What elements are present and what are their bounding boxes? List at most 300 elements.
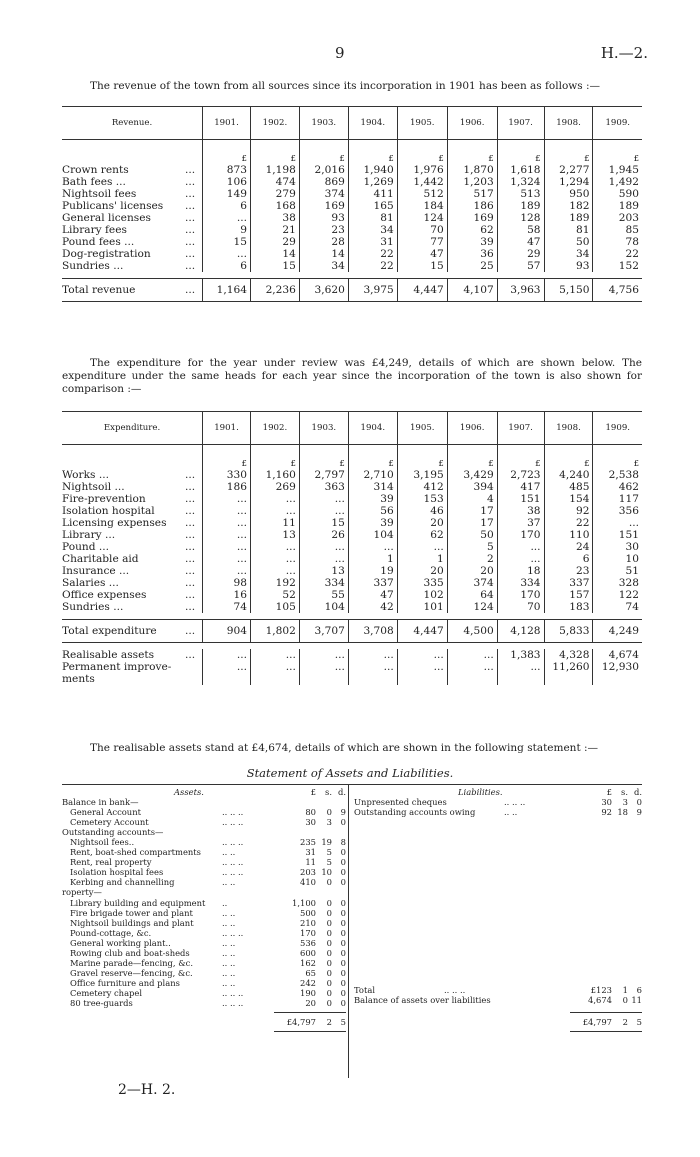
balance-line (354, 995, 491, 1005)
value-cell: ... (203, 493, 251, 505)
value-cell: 2,723 (497, 469, 544, 481)
row-label (62, 284, 199, 296)
value-cell: 11,260 (544, 661, 593, 673)
pence: 0 (340, 817, 346, 828)
year-column-header: 1909. (593, 107, 642, 140)
year-column-header: 1907. (497, 412, 544, 445)
table-row (62, 577, 642, 589)
row-label-text: Total expenditure (62, 625, 157, 637)
value-cell: 93 (299, 212, 348, 224)
row-label-cell (62, 176, 203, 188)
asset-amount (276, 958, 346, 968)
row-label-text: Fire-prevention (62, 493, 146, 505)
value-cell: ... (299, 505, 348, 517)
label-column-header: Revenue. (62, 107, 203, 140)
value-cell: 2 (447, 553, 497, 565)
value-cell: 92 (544, 505, 593, 517)
value-cell: 1,442 (397, 176, 447, 188)
value-cell: 39 (447, 236, 497, 248)
value-cell: 412 (397, 481, 447, 493)
value-cell: ... (348, 661, 397, 673)
row-label-text: Licensing expenses (62, 517, 167, 529)
leader-dots: .. (222, 897, 228, 908)
total-rule (274, 1031, 346, 1032)
table-row (62, 601, 642, 613)
value-cell: 4,128 (497, 620, 544, 643)
statement-of-assets (62, 784, 642, 1085)
table-header-row (62, 412, 642, 445)
row-label-text: Isolation hospital (62, 505, 155, 517)
value-cell: 334 (299, 577, 348, 589)
value-cell (299, 673, 348, 685)
value-cell: 20 (447, 565, 497, 577)
value-cell: 1 (348, 553, 397, 565)
row-label (62, 200, 199, 212)
row-label-text: Nightsoil fees (62, 188, 137, 200)
blank-cell (62, 140, 203, 165)
value-cell: 104 (299, 601, 348, 613)
value-cell (203, 673, 251, 685)
value-cell: 165 (348, 200, 397, 212)
year-column-header: 1908. (544, 412, 593, 445)
value-cell: ... (250, 541, 299, 553)
table-row (62, 224, 642, 236)
pence: 0 (340, 897, 346, 908)
row-label (62, 577, 199, 589)
pounds: 31 (305, 847, 316, 858)
value-cell: ... (250, 661, 299, 673)
table-row (62, 176, 642, 188)
leader-dots: .. .. (222, 847, 236, 858)
liabilities-column (354, 785, 642, 1077)
year-column-header: 1902. (250, 107, 299, 140)
leader-dots: .. .. .. (222, 807, 244, 818)
value-cell: 31 (348, 236, 397, 248)
pounds: 210 (300, 917, 316, 928)
value-cell: 3,195 (397, 469, 447, 481)
value-cell: 36 (447, 248, 497, 260)
table-row (62, 469, 642, 481)
value-cell: 152 (593, 260, 642, 272)
value-cell: 26 (299, 529, 348, 541)
value-cell: ... (348, 649, 397, 661)
value-cell: 4,756 (593, 279, 642, 302)
leader-dots: ... (184, 577, 196, 589)
value-cell: ... (447, 661, 497, 673)
value-cell: 4,240 (544, 469, 593, 481)
row-label-cell (62, 661, 203, 673)
shillings-heading: s. (325, 787, 332, 797)
table-header-row (62, 107, 642, 140)
value-cell: 192 (250, 577, 299, 589)
pence: 9 (340, 807, 346, 818)
value-cell: 117 (593, 493, 642, 505)
value-cell: 334 (497, 577, 544, 589)
total-row (62, 620, 642, 643)
row-label (62, 176, 199, 188)
asset-label: Outstanding accounts— (62, 827, 164, 838)
pence: 5 (636, 1017, 642, 1027)
leader-dots: ... (184, 284, 196, 296)
value-cell: 374 (447, 577, 497, 589)
shillings: 0 (326, 967, 332, 978)
pounds-heading: £ (606, 787, 612, 797)
leader-dots: .. .. .. (222, 987, 244, 998)
liabilities-grand-total (572, 1017, 642, 1027)
value-cell: 4,674 (593, 649, 642, 661)
value-cell: ... (299, 493, 348, 505)
row-label-cell (62, 553, 203, 565)
leader-dots: .. .. (222, 907, 236, 918)
leader-dots: ... (184, 212, 196, 224)
value-cell: 20 (397, 517, 447, 529)
pence: 0 (340, 957, 346, 968)
table-row (62, 188, 642, 200)
year-column-header: 1906. (447, 107, 497, 140)
pounds: 92 (601, 807, 612, 818)
value-cell: 411 (348, 188, 397, 200)
leader-dots: .. .. (222, 937, 236, 948)
value-cell: 22 (348, 248, 397, 260)
table-row (62, 260, 642, 272)
value-cell: 1,203 (447, 176, 497, 188)
leader-dots: ... (184, 517, 196, 529)
value-cell: ... (497, 661, 544, 673)
row-label (62, 224, 199, 236)
value-cell: 104 (348, 529, 397, 541)
value-cell: ... (203, 248, 251, 260)
row-label (62, 565, 199, 577)
value-cell: 186 (203, 481, 251, 493)
asset-line (70, 908, 193, 918)
row-label-text: Nightsoil ... (62, 481, 125, 493)
value-cell: ... (497, 541, 544, 553)
row-label-text: Publicans' licenses (62, 200, 164, 212)
pounds: 1,100 (292, 897, 316, 908)
value-cell: 70 (497, 601, 544, 613)
value-cell: 93 (544, 260, 593, 272)
asset-line (70, 928, 151, 938)
year-column-header: 1907. (497, 107, 544, 140)
assets-column (62, 785, 346, 1077)
table-row (62, 541, 642, 553)
leader-dots: .. .. .. (444, 985, 466, 995)
value-cell: 3,708 (348, 620, 397, 643)
value-cell: 34 (299, 260, 348, 272)
leader-dots: .. .. .. (222, 998, 244, 1008)
table-row (62, 505, 642, 517)
table-row (62, 589, 642, 601)
row-label-cell (62, 248, 203, 260)
table-row (62, 164, 642, 176)
value-cell: 1,294 (544, 176, 593, 188)
row-label-text: Office expenses (62, 589, 147, 601)
shillings: 2 (326, 1017, 332, 1027)
value-cell: 15 (203, 236, 251, 248)
leader-dots: .. .. .. (222, 837, 244, 848)
row-label (62, 673, 199, 685)
row-label-cell (62, 236, 203, 248)
asset-amount (276, 978, 346, 988)
pence: 5 (340, 1017, 346, 1027)
shillings: 5 (326, 847, 332, 858)
value-cell (447, 673, 497, 685)
value-cell: 189 (544, 212, 593, 224)
value-cell: 12,930 (593, 661, 642, 673)
pence: 0 (340, 907, 346, 918)
value-cell: ... (203, 649, 251, 661)
row-label-cell (62, 469, 203, 481)
table-row (62, 212, 642, 224)
asset-label: Rent, real property (70, 857, 152, 868)
value-cell: 58 (497, 224, 544, 236)
shillings: 0 (326, 937, 332, 948)
shillings: 0 (326, 927, 332, 938)
value-cell: 3,963 (497, 279, 544, 302)
asset-amount (276, 938, 346, 948)
total-rule (570, 1012, 642, 1013)
value-cell: 512 (397, 188, 447, 200)
row-label-cell (62, 601, 203, 613)
value-cell: 38 (497, 505, 544, 517)
row-label-text: Sundries ... (62, 601, 124, 613)
pounds: 190 (300, 987, 316, 998)
value-cell: 1,618 (497, 164, 544, 176)
table-row (62, 200, 642, 212)
value-cell: ... (447, 649, 497, 661)
leader-dots: .. .. (222, 967, 236, 978)
row-label (62, 601, 199, 613)
pence: 8 (340, 837, 346, 848)
row-label (62, 212, 199, 224)
value-cell: 950 (544, 188, 593, 200)
value-cell: 485 (544, 481, 593, 493)
value-cell: 904 (203, 620, 251, 643)
pounds: £4,797 (286, 1017, 316, 1027)
value-cell: 25 (447, 260, 497, 272)
value-cell: 1,269 (348, 176, 397, 188)
year-column-header: 1903. (299, 412, 348, 445)
shillings: 0 (326, 977, 332, 988)
leader-dots: ... (184, 481, 196, 493)
currency-symbol: £ (299, 140, 348, 165)
blank-cell (62, 445, 203, 470)
pounds: 536 (300, 937, 316, 948)
asset-line (70, 867, 163, 877)
revenue-table (62, 106, 642, 308)
asset-label: 80 tree-guards (70, 998, 133, 1008)
asset-summary-row (62, 649, 642, 661)
asset-label: Office furniture and plans (70, 977, 180, 988)
pence: 0 (340, 937, 346, 948)
asset-line (70, 877, 174, 887)
value-cell: 513 (497, 188, 544, 200)
value-cell: ... (203, 565, 251, 577)
asset-summary-row (62, 661, 642, 673)
value-cell: ... (299, 649, 348, 661)
value-cell: 10 (593, 553, 642, 565)
value-cell: 279 (250, 188, 299, 200)
pounds-heading: £ (310, 787, 316, 797)
value-cell (397, 673, 447, 685)
value-cell: ... (497, 553, 544, 565)
value-cell: 1,492 (593, 176, 642, 188)
row-label-text: Library fees (62, 224, 127, 236)
leader-dots: ... (184, 541, 196, 553)
value-cell: 1,198 (250, 164, 299, 176)
currency-symbol: £ (348, 140, 397, 165)
amount-headings (276, 787, 346, 797)
pounds: 235 (300, 837, 316, 848)
value-cell: 39 (348, 517, 397, 529)
value-cell: 374 (299, 188, 348, 200)
value-cell: 74 (593, 601, 642, 613)
value-cell: 124 (397, 212, 447, 224)
value-cell: ... (250, 493, 299, 505)
value-cell (497, 673, 544, 685)
asset-amount (276, 948, 346, 958)
asset-line (70, 978, 180, 988)
asset-summary-row (62, 673, 642, 685)
value-cell: 13 (250, 529, 299, 541)
total-rule (274, 1012, 346, 1013)
row-label-cell (62, 200, 203, 212)
value-cell: 24 (544, 541, 593, 553)
currency-row (62, 445, 642, 470)
pounds: 11 (305, 857, 316, 868)
row-label-text: General licenses (62, 212, 151, 224)
asset-amount (276, 898, 346, 908)
row-label (62, 236, 199, 248)
value-cell: 590 (593, 188, 642, 200)
row-label-text: Insurance ... (62, 565, 130, 577)
value-cell: 1,945 (593, 164, 642, 176)
asset-amount (276, 998, 346, 1008)
shillings: 2 (622, 1017, 628, 1027)
value-cell: 55 (299, 589, 348, 601)
row-label-cell (62, 577, 203, 589)
table-row (62, 517, 642, 529)
asset-label: Marine parade—fencing, &c. (70, 957, 194, 968)
year-column-header: 1901. (203, 107, 251, 140)
value-cell: 101 (397, 601, 447, 613)
year-column-header: 1909. (593, 412, 642, 445)
row-label-text: Library ... (62, 529, 116, 541)
value-cell: ... (299, 541, 348, 553)
leader-dots: .. .. (222, 917, 236, 928)
value-cell: 1,324 (497, 176, 544, 188)
value-cell: 16 (203, 589, 251, 601)
row-label-text: Crown rents (62, 164, 129, 176)
row-label (62, 541, 199, 553)
value-cell: 21 (250, 224, 299, 236)
shillings: 0 (326, 907, 332, 918)
value-cell: 183 (544, 601, 593, 613)
pounds: £4,797 (582, 1017, 612, 1027)
asset-label: Cemetery Account (70, 817, 149, 828)
year-column-header: 1902. (250, 412, 299, 445)
row-label-text: Charitable aid (62, 553, 139, 565)
value-cell: 869 (299, 176, 348, 188)
pence: 0 (340, 927, 346, 938)
value-cell: 168 (250, 200, 299, 212)
value-cell: 15 (250, 260, 299, 272)
value-cell: 169 (299, 200, 348, 212)
value-cell: 1,383 (497, 649, 544, 661)
value-cell: ... (299, 661, 348, 673)
asset-amount (276, 847, 346, 857)
leader-dots: ... (184, 224, 196, 236)
pounds: 242 (300, 977, 316, 988)
leader-dots: ... (184, 236, 196, 248)
value-cell: 50 (544, 236, 593, 248)
value-cell: 34 (348, 224, 397, 236)
value-cell: 22 (593, 248, 642, 260)
spacer-row (62, 302, 642, 309)
row-label (62, 188, 199, 200)
pounds: £123 (590, 985, 612, 995)
value-cell: 42 (348, 601, 397, 613)
liabilities-heading: Liabilities. (458, 787, 503, 797)
asset-label: Nightsoil fees.. (70, 837, 135, 848)
value-cell: 64 (447, 589, 497, 601)
asset-label: General working plant.. (70, 937, 171, 948)
label-column-header: Expenditure. (62, 412, 203, 445)
value-cell: 19 (348, 565, 397, 577)
pence-heading: d. (337, 787, 346, 797)
value-cell: 6 (203, 260, 251, 272)
row-label (62, 553, 199, 565)
value-cell: 23 (544, 565, 593, 577)
value-cell: 5,150 (544, 279, 593, 302)
value-cell: 1 (397, 553, 447, 565)
asset-label: Rent, boat-shed compartments (70, 847, 201, 858)
row-label (62, 529, 199, 541)
value-cell: 30 (593, 541, 642, 553)
value-cell: 474 (250, 176, 299, 188)
shillings: 0 (326, 877, 332, 888)
value-cell: 106 (203, 176, 251, 188)
row-label (62, 649, 199, 661)
shillings: 5 (326, 857, 332, 868)
shillings: 0 (326, 987, 332, 998)
value-cell: ... (299, 553, 348, 565)
currency-symbol: £ (593, 140, 642, 165)
row-label-cell (62, 649, 203, 661)
value-cell: 39 (348, 493, 397, 505)
asset-line (70, 948, 190, 958)
row-label (62, 589, 199, 601)
asset-label: General Account (70, 807, 141, 818)
year-column-header: 1905. (397, 107, 447, 140)
value-cell: 153 (397, 493, 447, 505)
leader-dots: ... (184, 649, 196, 661)
value-cell: 81 (348, 212, 397, 224)
value-cell: ... (203, 553, 251, 565)
asset-line (70, 847, 201, 857)
pounds: 20 (305, 998, 316, 1008)
pounds: 600 (300, 947, 316, 958)
value-cell (348, 673, 397, 685)
value-cell: 28 (299, 236, 348, 248)
pence: 0 (340, 967, 346, 978)
leader-dots: .. .. .. (222, 867, 244, 878)
liability-amount (572, 807, 642, 817)
value-cell: 13 (299, 565, 348, 577)
asset-line (70, 898, 205, 908)
liability-total-line (354, 985, 375, 995)
value-cell: 1,164 (203, 279, 251, 302)
